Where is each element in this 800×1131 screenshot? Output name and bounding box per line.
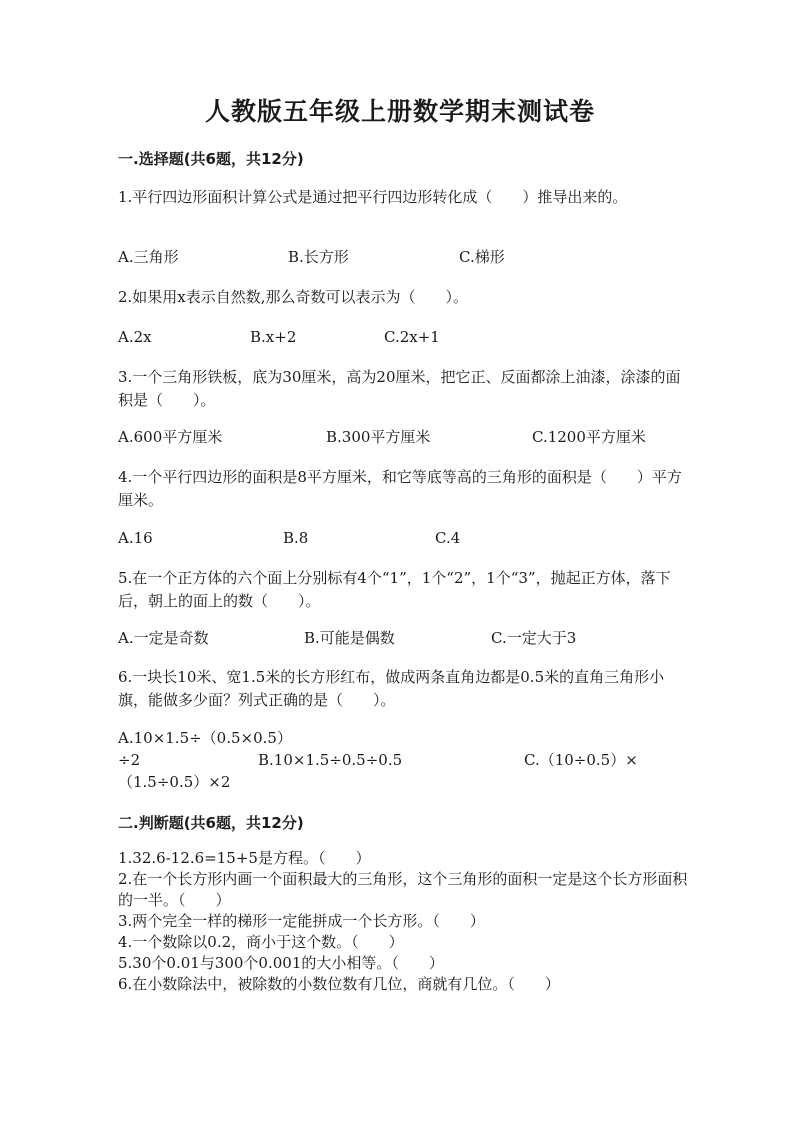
question-1-option-c[interactable]: C.梯形 <box>459 248 505 266</box>
question-4-option-c[interactable]: C.4 <box>435 529 461 547</box>
question-6-option-a[interactable]: A.10×1.5÷（0.5×0.5） <box>118 729 292 747</box>
question-3-option-c[interactable]: C.1200平方厘米 <box>532 428 646 446</box>
question-4: 4.一个平行四边形的面积是8平方厘米，和它等底等高的三角形的面积是（ ）平方厘米。 <box>118 468 682 509</box>
tf-item-1: 1.32.6-12.6=15+5是方程。（ ） <box>118 849 371 867</box>
question-5-option-b[interactable]: B.可能是偶数 <box>304 629 395 647</box>
tf-item-3: 3.两个完全一样的梯形一定能拼成一个长方形。（ ） <box>118 912 485 930</box>
question-3-option-a[interactable]: A.600平方厘米 <box>118 428 223 446</box>
question-5: 5.在一个正方体的六个面上分别标有4个“1”，1个“2”，1个“3”，抛起正方体，落下后，朝上的面上的数（ ）。 <box>118 569 671 610</box>
question-2-option-b[interactable]: B.x+2 <box>250 328 297 346</box>
question-5-option-a[interactable]: A.一定是奇数 <box>118 629 209 647</box>
tf-item-4: 4.一个数除以0.2，商小于这个数。（ ） <box>118 933 404 951</box>
question-1-option-b[interactable]: B.长方形 <box>288 248 349 266</box>
section-heading-true-false: 二.判断题(共6题，共12分) <box>118 814 304 832</box>
question-6-option-a-cont: ÷2 <box>118 751 141 769</box>
question-3: 3.一个三角形铁板，底为30厘米，高为20厘米，把它正、反面都涂上油漆，涂漆的面积是（ ）。 <box>118 368 681 409</box>
question-2-option-c[interactable]: C.2x+1 <box>384 328 440 346</box>
question-5-option-c[interactable]: C.一定大于3 <box>491 629 577 647</box>
question-1: 1.平行四边形面积计算公式是通过把平行四边形转化成（ ）推导出来的。 <box>118 188 628 206</box>
page-title: 人教版五年级上册数学期末测试卷 <box>204 97 595 126</box>
question-6-option-c[interactable]: C.（10÷0.5）× <box>524 751 638 769</box>
question-2: 2.如果用x表示自然数,那么奇数可以表示为（ ）。 <box>118 288 469 306</box>
question-6: 6.一块长10米、宽1.5米的长方形红布，做成两条直角边都是0.5米的直角三角形小旗，能做多少面？列式正确的是（ ）。 <box>118 668 665 709</box>
tf-item-6: 6.在小数除法中，被除数的小数位数有几位，商就有几位。（ ） <box>118 975 560 993</box>
question-4-option-b[interactable]: B.8 <box>283 529 309 547</box>
question-6-option-c-cont: （1.5÷0.5）×2 <box>118 773 231 791</box>
question-2-option-a[interactable]: A.2x <box>118 328 152 346</box>
section-heading-multiple-choice: 一.选择题(共6题，共12分) <box>118 150 304 168</box>
tf-item-5: 5.30个0.01与300个0.001的大小相等。（ ） <box>118 954 444 972</box>
question-1-option-a[interactable]: A.三角形 <box>118 248 179 266</box>
question-4-option-a[interactable]: A.16 <box>118 529 153 547</box>
question-6-option-b[interactable]: B.10×1.5÷0.5÷0.5 <box>258 751 403 769</box>
question-3-option-b[interactable]: B.300平方厘米 <box>326 428 431 446</box>
tf-item-2: 2.在一个长方形内画一个面积最大的三角形，这个三角形的面积一定是这个长方形面积的一半。（ ） <box>118 870 688 909</box>
